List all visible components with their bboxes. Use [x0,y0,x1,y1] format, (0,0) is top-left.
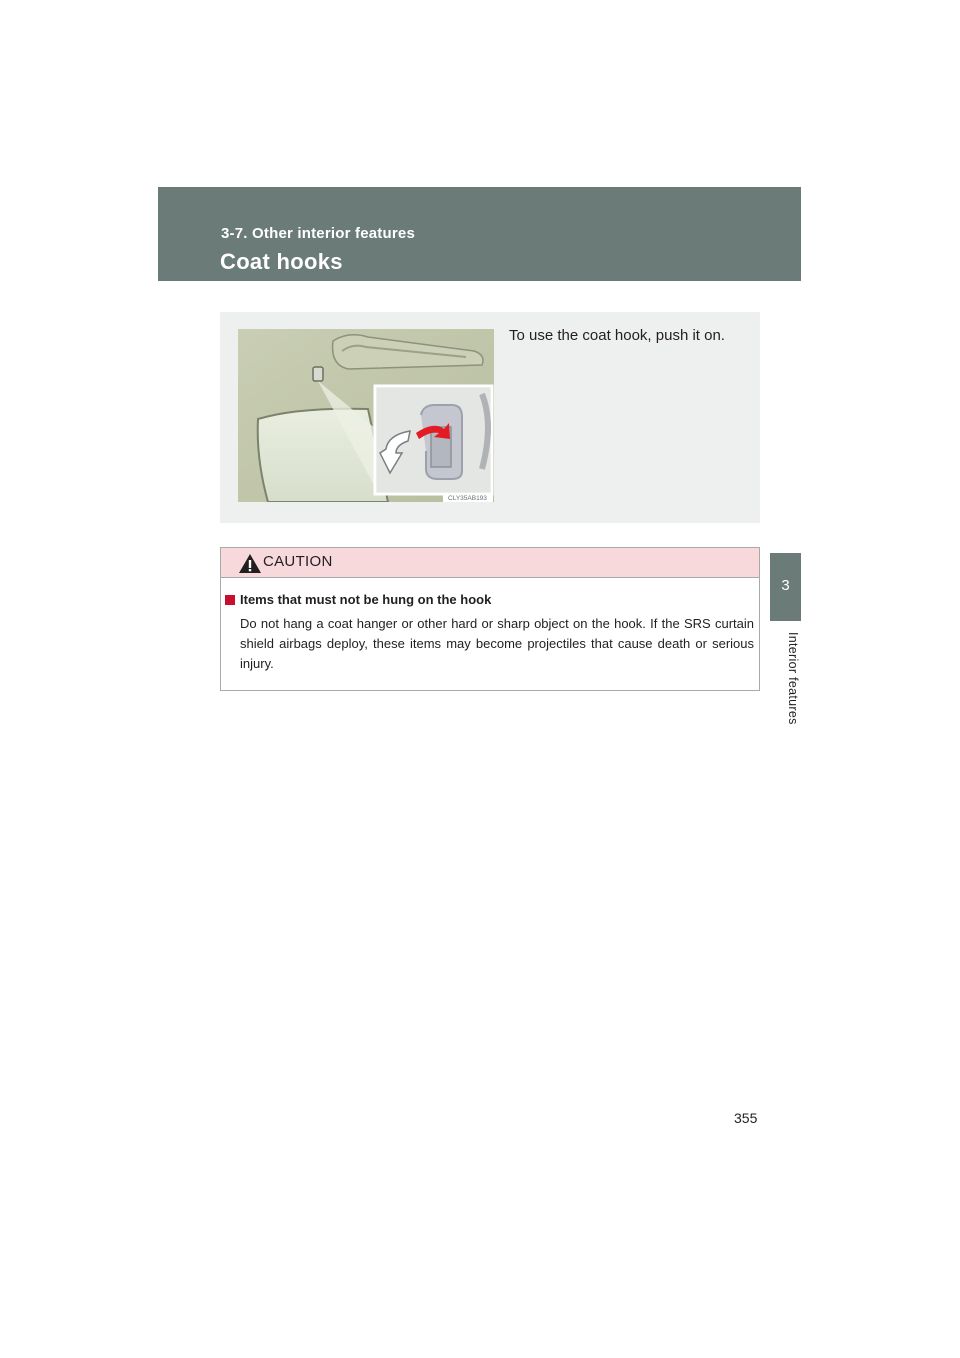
chapter-tab [770,553,801,621]
caution-heading-text: Items that must not be hung on the hook [240,592,492,607]
caution-title: CAUTION [263,553,333,570]
coat-hook-illustration [238,329,494,502]
page-number: 355 [734,1110,758,1126]
caution-header [221,548,759,578]
chapter-tab-number: 3 [781,577,790,594]
image-code: CLY35AB193 [448,495,487,502]
caution-box [220,547,760,691]
caution-heading [225,592,491,607]
caution-body: Do not hang a coat hanger or other hard or sharp object on the hook. If the SRS curtain shield airbags deploy, these items may become projectiles that cause death or serious injury. [240,616,754,671]
square-bullet-icon [225,595,235,605]
chapter-header [158,187,801,281]
small-hook [313,367,323,381]
chapter-tab-label: Interior features [786,632,800,725]
figure-caption: To use the coat hook, push it on. [509,327,725,344]
page-title: Coat hooks [220,249,343,274]
warning-icon [238,553,262,574]
section-label: 3-7. Other interior features [221,225,415,242]
figure-box [220,312,760,523]
